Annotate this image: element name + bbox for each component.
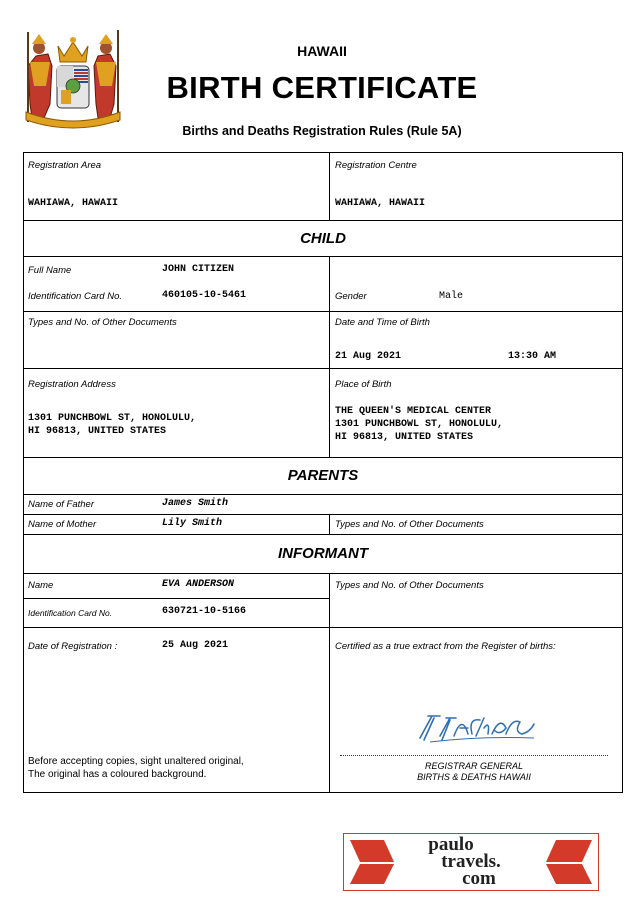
registration-area-value: WAHIAWA, HAWAII — [28, 198, 119, 209]
state-heading: HAWAII — [297, 43, 347, 59]
watermark-line3: com — [462, 868, 496, 889]
informant-id-label: Identification Card No. — [28, 608, 113, 618]
informant-name-label: Name — [28, 580, 54, 591]
child-gender-value: Male — [439, 291, 464, 302]
date-of-registration-label: Date of Registration : — [28, 641, 118, 652]
child-id-value: 460105-10-5461 — [162, 290, 247, 301]
mother-name-value: Lily Smith — [162, 518, 223, 529]
child-full-name-value: JOHN CITIZEN — [162, 264, 235, 275]
child-other-docs-label: Types and No. of Other Documents — [28, 317, 177, 328]
registrar-signature — [410, 706, 540, 746]
child-registration-address-line2: HI 96813, UNITED STATES — [28, 426, 167, 437]
child-registration-address-label: Registration Address — [28, 379, 116, 390]
child-registration-address-line1: 1301 PUNCHBOWL ST, HONOLULU, — [28, 413, 197, 424]
copy-notice-line1: Before accepting copies, sight unaltered original, — [28, 756, 244, 767]
subtitle: Births and Deaths Registration Rules (Rule 5A) — [182, 124, 462, 138]
watermark-line1: paulo — [428, 834, 474, 855]
registrar-title-line1: REGISTRAR GENERAL — [424, 761, 524, 771]
informant-other-docs-label: Types and No. of Other Documents — [335, 580, 484, 591]
registration-centre-value: WAHIAWA, HAWAII — [335, 198, 426, 209]
certified-statement: Certified as a true extract from the Register of births: — [335, 641, 556, 652]
informant-section-title: INFORMANT — [278, 545, 368, 562]
watermark-line2: travels. — [441, 851, 501, 872]
registration-centre-label: Registration Centre — [335, 160, 417, 171]
parents-other-docs-label: Types and No. of Other Documents — [335, 519, 484, 530]
registrar-title-line2: BIRTHS & DEATHS HAWAII — [417, 772, 531, 782]
copy-notice-line2: The original has a coloured background. — [28, 769, 207, 780]
child-place-of-birth-line2: 1301 PUNCHBOWL ST, HONOLULU, — [335, 419, 504, 430]
child-full-name-label: Full Name — [28, 265, 72, 276]
child-place-of-birth-line3: HI 96813, UNITED STATES — [335, 432, 474, 443]
father-name-label: Name of Father — [28, 499, 94, 510]
child-place-of-birth-label: Place of Birth — [335, 379, 392, 390]
child-id-label: Identification Card No. — [28, 291, 122, 302]
signature-dotted-line — [340, 755, 608, 756]
mother-name-label: Name of Mother — [28, 519, 97, 530]
informant-name-value: EVA ANDERSON — [162, 579, 235, 590]
parents-section-title: PARENTS — [287, 467, 359, 484]
date-of-registration-value: 25 Aug 2021 — [162, 640, 229, 651]
father-name-value: James Smith — [162, 498, 229, 509]
child-gender-label: Gender — [335, 291, 367, 302]
registration-area-label: Registration Area — [28, 160, 102, 171]
child-dob-label: Date and Time of Birth — [335, 317, 430, 328]
child-place-of-birth-line1: THE QUEEN'S MEDICAL CENTER — [335, 406, 492, 417]
child-dob-time: 13:30 AM — [508, 351, 557, 362]
watermark-logo — [343, 833, 599, 891]
child-dob-date: 21 Aug 2021 — [335, 351, 402, 362]
page-title: BIRTH CERTIFICATE — [166, 70, 478, 105]
child-section-title: CHILD — [300, 230, 346, 247]
informant-id-value: 630721-10-5166 — [162, 606, 247, 617]
